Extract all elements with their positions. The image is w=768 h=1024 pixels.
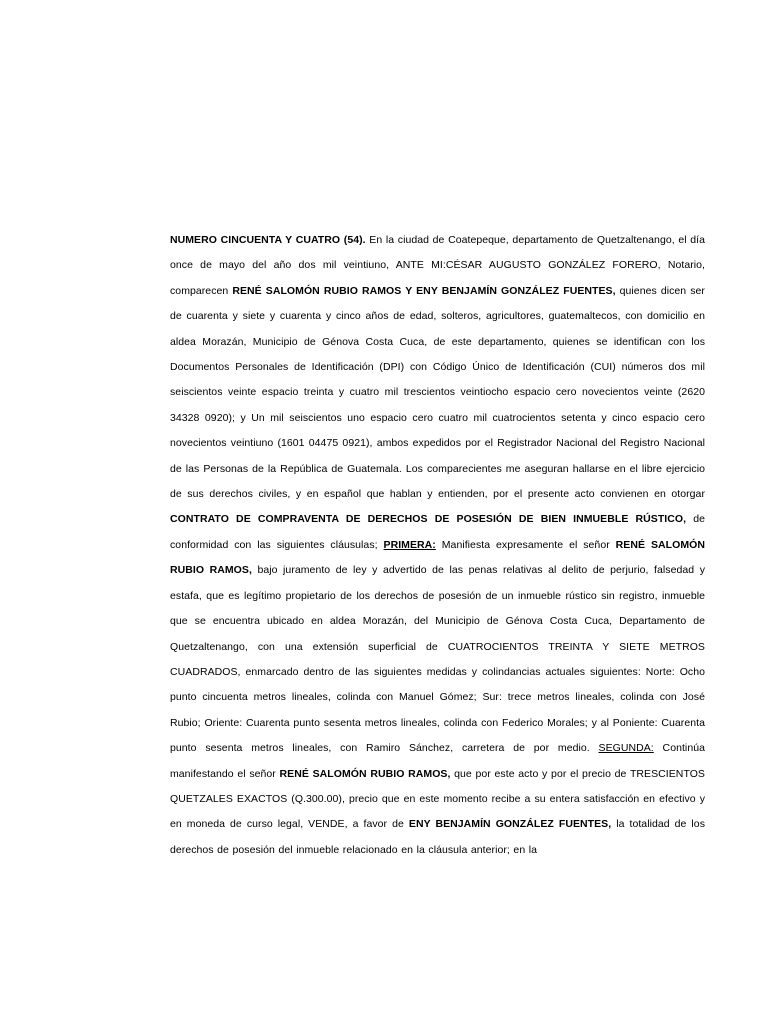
text-run: NUMERO CINCUENTA Y CUATRO (54). [170, 234, 366, 246]
text-run: Continúa manifestando el señor [170, 742, 705, 780]
text-run: bajo juramento de ley y advertido de las penas relativas al delito de perjurio, falsedad y estafa, que es legítimo propietario de los derechos de posesión de un inmueble rústico sin registro, inmueble que se encuentra ubicado en aldea Morazán, del Municipio de Génova Costa Cuca, Departamento de Quetzaltenango, con una extensión superficial de CUATROCIENTOS TREINTA Y SIETE METROS CUADRADOS, enmarcado dentro de las siguientes medidas y colindancias actuales siguientes: Norte: Ocho punto cincuenta metros lineales, colinda con Manuel Gómez; Sur: trece metros lineales, colinda con José Rubio; Oriente: Cuarenta punto sesenta metros lineales, colinda con Federico Morales; y al Poniente: Cuarenta punto sesenta metros lineales, con Ramiro Sánchez, carretera de por medio. [170, 564, 705, 755]
text-run: RENÉ SALOMÓN RUBIO RAMOS, [170, 538, 705, 577]
text-run: Manifiesta expresamente el señor [435, 538, 616, 551]
text-run: RENÉ SALOMÓN RUBIO RAMOS, [279, 767, 451, 780]
document-body [170, 228, 705, 863]
text-run: ENY BENJAMÍN GONZÁLEZ FUENTES, [408, 818, 612, 831]
text-run: ; [374, 538, 384, 551]
text-run: de conformidad con las siguientes cláusulas [170, 513, 705, 551]
text-run: RENÉ SALOMÓN RUBIO RAMOS Y ENY BENJAMÍN GONZÁLEZ FUENTES, [232, 284, 616, 297]
text-run: En la ciudad de Coatepeque, departamento de Quetzaltenango, el día once de mayo del año dos mil veintiuno, ANTE MI:CÉSAR AUGUSTO GONZÁLEZ FORERO, Notario, comparecen [170, 234, 706, 297]
text-run: quienes dicen ser de cuarenta y siete y cuarenta y cinco años de edad, solteros, agricultores, guatemaltecos, con domicilio en aldea Morazán, Municipio de Génova Costa Cuca, de este departamento, quienes se identifican con los Documentos Personales de Identificación (DPI) con Código Único de Identificación (CUI) números dos mil seiscientos veinte espacio treinta y cuatro mil trescientos veintiocho espacio cero novecientos veinte (2620 34328 0920); y Un mil seiscientos uno espacio cero cuatro mil cuatrocientos setenta y cinco espacio cero novecientos veintiuno (1601 04475 0921), ambos expedidos por el Registrador Nacional del Registro Nacional de las Personas de la República de Guatemala. Los comparecientes me aseguran hallarse en el libre ejercicio de sus derechos civiles, y en español que hablan y entienden, por el presente acto convienen en otorgar [170, 284, 705, 501]
text-run: PRIMERA: [383, 538, 436, 551]
text-run: SEGUNDA: [598, 742, 654, 755]
text-run: la totalidad de los derechos de posesión del inmueble relacionado en la cláusula anterior; en la [170, 818, 706, 856]
text-run: que por este acto y por el precio de TRESCIENTOS QUETZALES EXACTOS (Q.300.00), precio que en este momento recibe a su entera satisfacción en efectivo y en moneda de curso legal, VENDE, a favor de [170, 767, 705, 831]
contract-paragraph [170, 228, 705, 863]
text-run: CONTRATO DE COMPRAVENTA DE DERECHOS DE POSESIÓN DE BIEN INMUEBLE RÚSTICO, [170, 513, 687, 526]
